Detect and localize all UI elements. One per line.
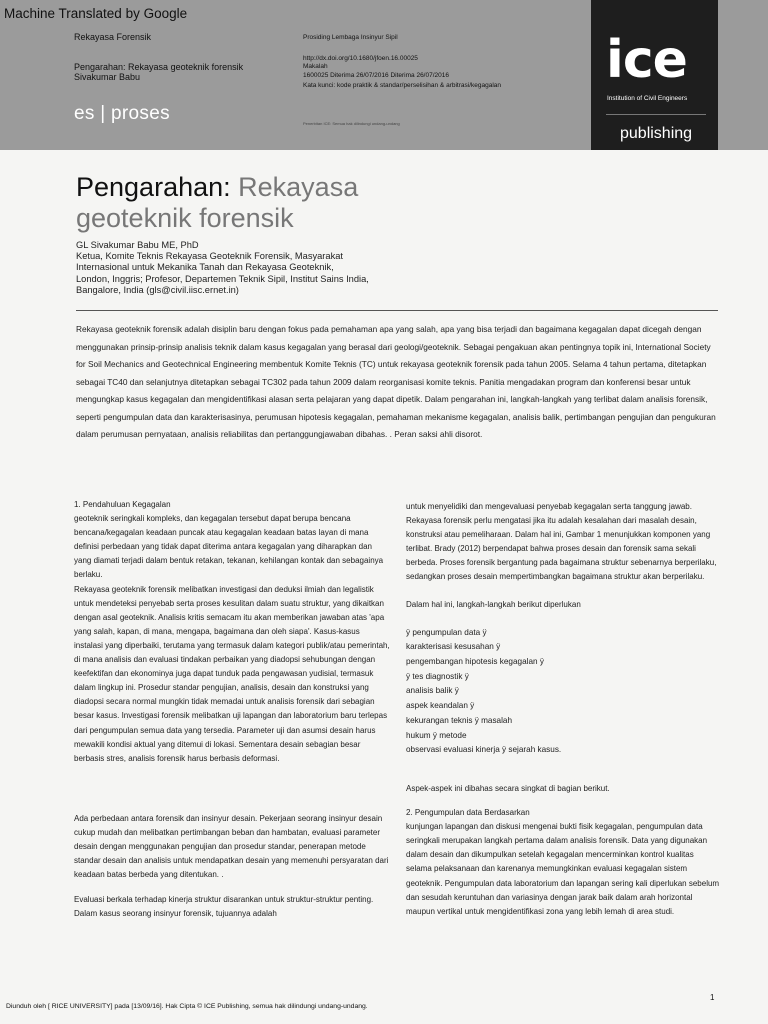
publishing-label: publishing (620, 125, 693, 142)
author-affil-3: London, Inggris; Profesor, Departemen Teknik Sipil, Institut Sains India, (76, 273, 369, 284)
author-affil-4: Bangalore, India (gls@civil.iisc.ernet.in) (76, 284, 239, 295)
list-item: aspek keandalan ÿ (406, 701, 475, 711)
paragraph: Aspek-aspek ini dibahas secara singkat di bagian berikut. (406, 783, 610, 793)
running-title-line1: Pengarahan: Rekayasa geoteknik forensik (74, 62, 244, 72)
right-column (406, 500, 720, 919)
list-item: analisis balik ÿ (406, 686, 459, 696)
logo-divider (606, 114, 706, 115)
author-affil-2: Internasional untuk Mekanika Tanah dan Rekayasa Geoteknik, (76, 262, 334, 273)
list-item: ÿ pengumpulan data ÿ (406, 627, 487, 637)
journal-header (0, 0, 768, 150)
paragraph: Ada perbedaan antara forensik dan insinyur desain. Pekerjaan seorang insinyur desain cukup mudah dan melibatkan pertimbangan beban dan hambatan, evaluasi parameter desain dengan menggunakan pengujian dan prosedur standar, penerapan metode standar desain dan analisis untuk mendapatkan desain yang memenuhi persyaratan dari keadaan batas berbeda yang ditentukan. . (74, 813, 389, 880)
title-part3: geoteknik forensik (76, 203, 294, 233)
list-item: ÿ tes diagnostik ÿ (406, 671, 469, 681)
title-part1: Pengarahan: (76, 172, 239, 202)
author-affil-1: Ketua, Komite Teknis Rekayasa Geoteknik Forensik, Masyarakat (76, 251, 343, 262)
keywords: Kata kunci: kode praktik & standar/perselisihan & arbitrasi/kegagalan (303, 82, 501, 89)
article-title (76, 172, 496, 234)
institution-name: Institution of Civil Engineers (607, 95, 688, 102)
doi-link[interactable]: http://dx.doi.org/10.1680/jfoen.16.00025 (303, 55, 418, 62)
download-notice: Diunduh oleh [ RICE UNIVERSITY] pada [13/09/16]. Hak Cipta © ICE Publishing, semua hak dilindungi undang-undang. (6, 1003, 368, 1010)
spacer (406, 612, 720, 624)
paragraph: kunjungan lapangan dan diskusi mengenai bukti fisik kegagalan, pengumpulan data seringkali merupakan langkah pertama dalam analisis forensik. Data yang digunakan dalam desain dan dikumpulkan setelah kegagalan mencerminkan kontrol kualitas selama pelaksanaan dan karenanya memungkinkan evaluasi kegagalan sistem geoteknik. Pengumpulan data laboratorium dan lapangan sering kali diperlukan sebelum dan sesudah keruntuhan dan variasinya dengan jarak baik dalam arah horizontal maupun vertikal untuk mengidentifikasi zona yang lebih lemah di area studi. (406, 822, 720, 916)
received-dates: 1600025 Diterima 26/07/2016 Diterima 26/07/2016 (303, 72, 449, 79)
machine-translated-label: Machine Translated by Google (4, 6, 188, 21)
copyright-tiny: Penerbitan ICE: Semua hak dilindungi undang-undang (303, 121, 400, 126)
section-1-heading: 1. Pendahuluan Kegagalan (74, 500, 171, 509)
ice-logo: ice (606, 30, 687, 90)
spacer (406, 796, 720, 806)
title-part2: Rekayasa (238, 172, 359, 202)
paper-label: Makalah (303, 63, 328, 70)
author-name: GL Sivakumar Babu ME, PhD (76, 240, 199, 250)
publisher-logo-box (591, 0, 718, 150)
running-title (74, 62, 274, 82)
paragraph: geoteknik seringkali kompleks, dan kegagalan tersebut dapat berupa bencana bencana/kegagalan keadaan puncak atau kegagalan keadaan batas layan di mana definisi perbedaan yang tidak dapat diterima antara kegagalan yang diharapkan dan yang diamati terjadi dalam bentuk retakan, tekanan, kehilangan kontak dan sebagainya berlaku. (74, 514, 384, 580)
spacer (406, 758, 720, 782)
paragraph: untuk menyelidiki dan mengevaluasi penyebab kegagalan serta tanggung jawab. Rekayasa forensik perlu mengatasi jika itu adalah kesalahan dari masalah desain, konstruksi atau pemeliharaan. Dalam hal ini, Gambar 1 menunjukkan komponen yang terlibat. Brady (2012) berpendapat bahwa proses desain dan forensik sama sekali berbeda. Proses forensik bergantung pada bagaimana struktur sebenarnya berperilaku, sedangkan proses desain mempertimbangkan bagaimana struktur akan berperilaku. (406, 502, 717, 582)
paragraph: Evaluasi berkala terhadap kinerja struktur disarankan untuk struktur-struktur penting. Dalam kasus seorang insinyur forensik, tujuannya adalah (74, 895, 374, 919)
list-item: observasi evaluasi kinerja ÿ sejarah kasus. (406, 745, 562, 755)
list-item: karakterisasi kesusahan ÿ (406, 642, 501, 652)
title-divider (76, 310, 718, 311)
section-label: es | proses (74, 103, 170, 124)
abstract: Rekayasa geoteknik forensik adalah disiplin baru dengan fokus pada pemahaman apa yang salah, apa yang bisa terjadi dan bagaimana kegagalan dapat dicegah dengan menggunakan prinsip-prinsip analisis teknik dalam kasus kegagalan yang berasal dari geologi/geoteknik. Sebagai pengakuan akan pentingnya topik ini, International Society for Soil Mechanics and Geotechnical Engineering membentuk Komite Teknis (TC) untuk rekayasa geoteknik forensik pada tahun 2005. Selama 4 tahun pertama, ditetapkan sebagai TC40 dan selanjutnya ditetapkan sebagai TC302 pada tahun 2009 dalam reorganisasi komite teknis. Panitia mengadakan program dan konferensi besar untuk mengungkap kasus kegagalan dan mengidentifikasi alasan serta pelajaran yang dapat dipetik. Dalam pengarahan ini, langkah-langkah yang terlibat dalam analisis forensik, seperti pengumpulan data dan karakterisasinya, perumusan hipotesis kegagalan, pemahaman mekanisme kegagalan, analisis balik, pertimbangan pengujian dan pengukuran dalam perumusan pernyataan, analisis reliabilitas dan pertanggungjawaban dibahas. . Peran saksi ahli disorot. (76, 324, 716, 439)
page-number: 1 (710, 993, 715, 1002)
list-item: hukum ÿ metode (406, 730, 467, 740)
author-block (76, 240, 376, 296)
proceedings-name: Prosiding Lembaga Insinyur Sipil (303, 34, 398, 41)
list-item: kekurangan teknis ÿ masalah (406, 715, 513, 725)
list-item: pengembangan hipotesis kegagalan ÿ (406, 657, 544, 667)
journal-short-name: Rekayasa Forensik (74, 32, 152, 42)
paragraph: Rekayasa geoteknik forensik melibatkan investigasi dan deduksi ilmiah dan legalistik untuk mendeteksi penyebab serta proses kesulitan dalam suatu struktur, yang dikaitkan dengan asal geoteknik. Analisis kritis semacam itu akan memberikan jawaban atas 'apa yang salah, kapan, di mana, mengapa, bagaimana dan oleh siapa'. Kasus-kasus instalasi yang diperbaiki, terutama yang termasuk dalam kategori publik/atau pemerintah, di mana analisis dan evaluasi tindakan perbaikan yang diadopsi sehubungan dengan keefektifan dan ekonominya juga dapat tunduk pada pengawasan yudisial, termasuk dalam lingkup ini. Prosedur standar pengujian, analisis, desain dan konstruksi yang diadopsi secara normal mungkin tidak memadai untuk analisis forensik dari sebagian besar kasus. Investigasi forensik melibatkan uji lapangan dan laboratorium baru terlepas dari pengumpulan semua data yang tersedia. Parameter uji dan asumsi desain harus mewakili kondisi aktual yang ditemui di lokasi. Sementara desain sebagian besar berbasis stres, analisis forensik harus berbasis deformasi. (74, 584, 390, 763)
running-title-line2: Sivakumar Babu (74, 72, 141, 82)
spacer (74, 766, 390, 812)
spacer (74, 882, 390, 893)
section-2-heading: 2. Pengumpulan data Berdasarkan (406, 808, 530, 818)
left-column (74, 498, 390, 921)
paragraph: Dalam hal ini, langkah-langkah berikut diperlukan (406, 599, 581, 609)
spacer (406, 585, 720, 598)
steps-list (406, 626, 720, 758)
